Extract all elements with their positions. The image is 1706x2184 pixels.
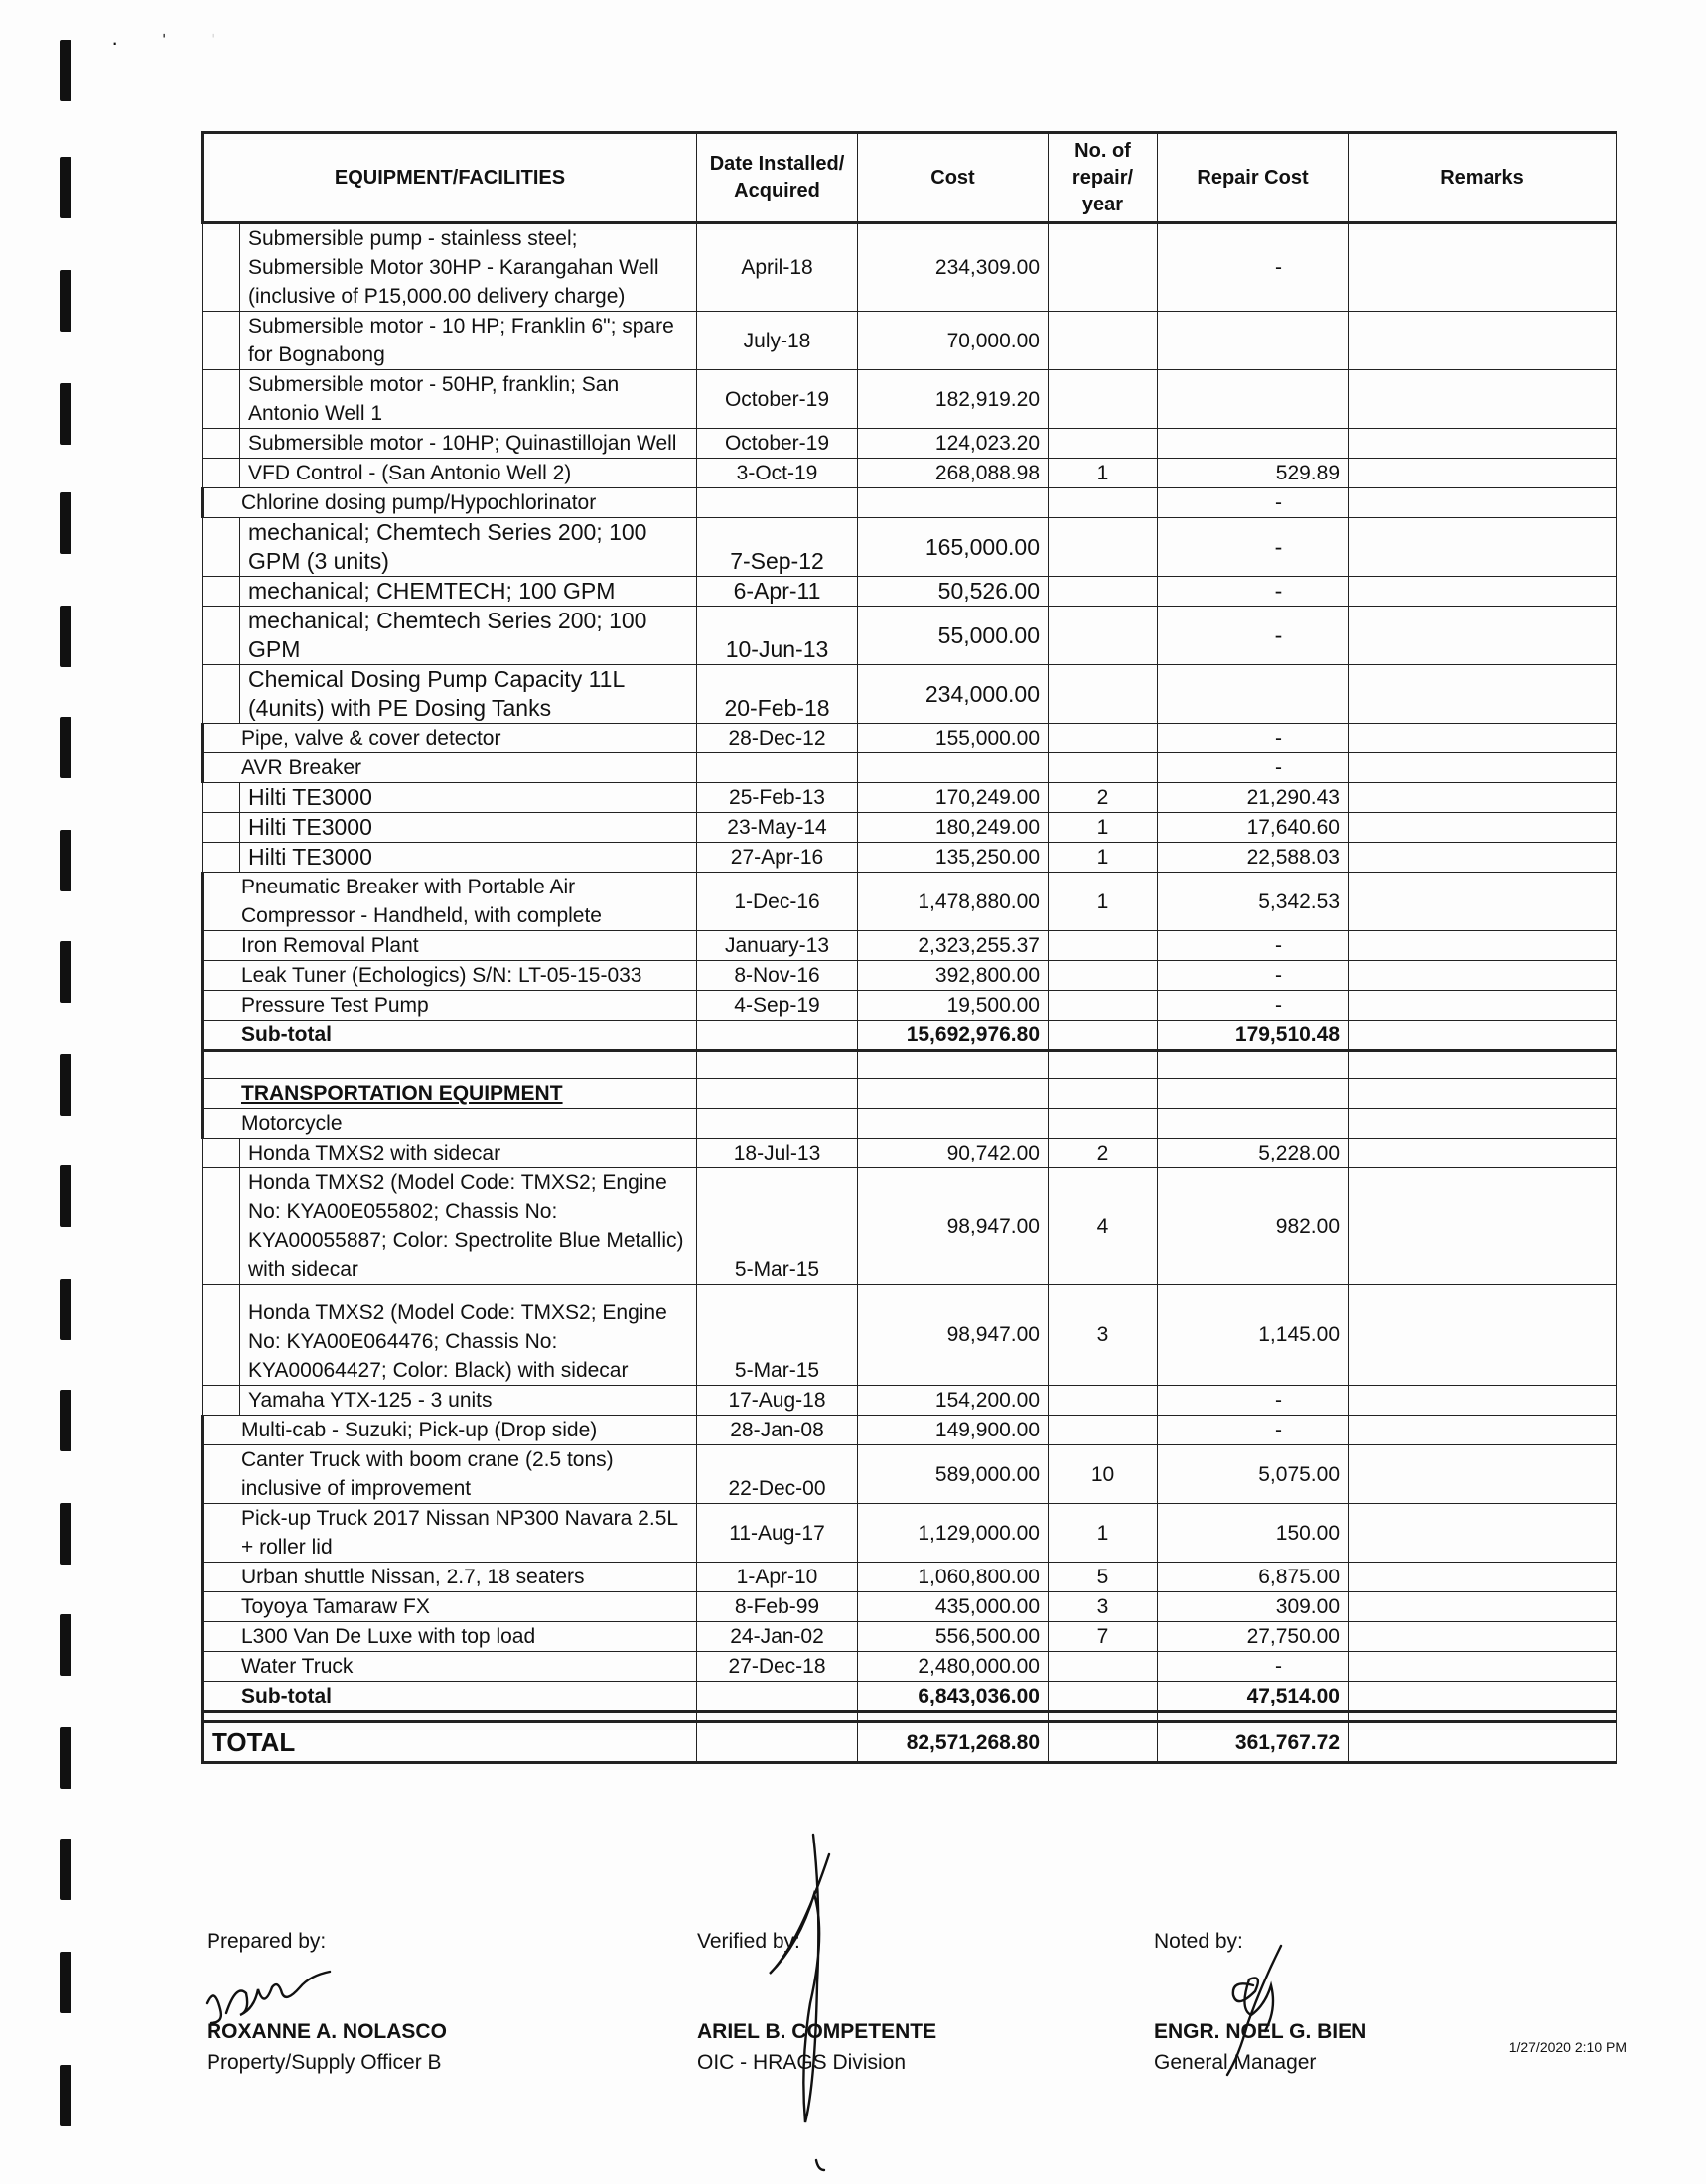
verified-by-label: Verified by:: [697, 1930, 800, 1953]
binder-mark: [60, 941, 71, 1003]
prepared-by-label: Prepared by:: [207, 1930, 327, 1953]
table-row: Multi-cab - Suzuki; Pick-up (Drop side) 28-Jan-08 149,900.00 -: [203, 1416, 1617, 1445]
table-row: Pressure Test Pump 4-Sep-19 19,500.00 -: [203, 991, 1617, 1021]
binder-mark: [60, 1614, 71, 1676]
spacer-row: [203, 1712, 1617, 1722]
binder-mark: [60, 492, 71, 554]
verified-by-name: ARIEL B. COMPETENTE: [697, 2020, 937, 2043]
table-row: mechanical; Chemtech Series 200; 100 GPM 10-Jun-13 55,000.00 -: [203, 607, 1617, 665]
prepared-by-title: Property/Supply Officer B: [207, 2051, 442, 2074]
table-row: Submersible motor - 10 HP; Franklin 6"; spare for Bognabong July-18 70,000.00: [203, 312, 1617, 370]
noted-by-block: [1154, 1926, 1366, 2078]
binder-mark: [60, 1390, 71, 1451]
date-header: Date Installed/ Acquired: [697, 133, 858, 223]
table-row: Pick-up Truck 2017 Nissan NP300 Navara 2.5L + roller lid 11-Aug-17 1,129,000.00 1 150.00: [203, 1504, 1617, 1563]
table-row: Canter Truck with boom crane (2.5 tons) inclusive of improvement 22-Dec-00 589,000.00 10 5,075.00: [203, 1445, 1617, 1504]
repairs-header: No. of repair/ year: [1049, 133, 1158, 223]
subtotal-row: Sub-total 6,843,036.00 47,514.00: [203, 1682, 1617, 1712]
print-timestamp: 1/27/2020 2:10 PM: [1508, 2039, 1627, 2055]
table-row: Yamaha YTX-125 - 3 units 17-Aug-18 154,200.00 -: [203, 1386, 1617, 1416]
scan-specks: · ˈ ˈ: [111, 30, 235, 55]
table-row: Submersible pump - stainless steel; Submersible Motor 30HP - Karangahan Well (inclusive of P15,000.00 delivery charge) April-18 234,309.00 -: [203, 223, 1617, 312]
table-row: Hilti TE3000 27-Apr-16 135,250.00 1 22,588.03: [203, 843, 1617, 873]
binder-mark: [60, 270, 71, 332]
noted-by-title: General Manager: [1154, 2051, 1317, 2074]
table-header-row: [203, 133, 1617, 223]
table-row: VFD Control - (San Antonio Well 2) 3-Oct-19 268,088.98 1 529.89: [203, 459, 1617, 488]
noted-by-label: Noted by:: [1154, 1930, 1243, 1953]
table-row: Chlorine dosing pump/Hypochlorinator -: [203, 488, 1617, 518]
table-row: Hilti TE3000 23-May-14 180,249.00 1 17,640.60: [203, 813, 1617, 843]
binder-mark: [60, 1727, 71, 1789]
table-row: Submersible motor - 50HP, franklin; San Antonio Well 1 October-19 182,919.20: [203, 370, 1617, 429]
noted-by-name: ENGR. NOEL G. BIEN: [1154, 2020, 1367, 2043]
verified-by-block: [697, 1926, 936, 2078]
table-row: Chemical Dosing Pump Capacity 11L (4units) with PE Dosing Tanks 20-Feb-18 234,000.00: [203, 665, 1617, 724]
table-row: Iron Removal Plant January-13 2,323,255.37 -: [203, 931, 1617, 961]
binder-mark: [60, 40, 71, 101]
equipment-table: [201, 131, 1617, 1764]
table-row: Urban shuttle Nissan, 2.7, 18 seaters 1-Apr-10 1,060,800.00 5 6,875.00: [203, 1563, 1617, 1592]
table-row: Honda TMXS2 (Model Code: TMXS2; Engine No: KYA00E064476; Chassis No: KYA00064427; Color: Black) with sidecar 5-Mar-15 98,947.00 3 1,145.00: [203, 1285, 1617, 1386]
table-row: Motorcycle: [203, 1109, 1617, 1139]
prepared-by-block: [207, 1926, 447, 2078]
total-cost: 82,571,268.80: [858, 1722, 1049, 1763]
subtotal-row: Sub-total 15,692,976.80 179,510.48: [203, 1021, 1617, 1051]
table-row: Honda TMXS2 (Model Code: TMXS2; Engine No: KYA00E055802; Chassis No: KYA00055887; Color: Spectrolite Blue Metallic) with sidecar 5-Mar-15 98,947.00 4 982.00: [203, 1168, 1617, 1285]
binder-mark: [60, 1503, 71, 1565]
binder-mark: [60, 1279, 71, 1340]
repair-cost-header: Repair Cost: [1158, 133, 1349, 223]
table-row: L300 Van De Luxe with top load 24-Jan-02 556,500.00 7 27,750.00: [203, 1622, 1617, 1652]
total-repair-cost: 361,767.72: [1158, 1722, 1349, 1763]
binder-mark: [60, 606, 71, 667]
binder-mark: [60, 1952, 71, 2013]
equipment-header: EQUIPMENT/FACILITIES: [203, 133, 697, 223]
prepared-by-name: ROXANNE A. NOLASCO: [207, 2020, 447, 2043]
table-row: Honda TMXS2 with sidecar 18-Jul-13 90,742.00 2 5,228.00: [203, 1139, 1617, 1168]
table-row: Submersible motor - 10HP; Quinastillojan Well October-19 124,023.20: [203, 429, 1617, 459]
binder-mark: [60, 383, 71, 445]
table-row: AVR Breaker -: [203, 753, 1617, 783]
table-row: Pneumatic Breaker with Portable Air Compressor - Handheld, with complete 1-Dec-16 1,478,880.00 1 5,342.53: [203, 873, 1617, 931]
binder-mark: [60, 717, 71, 778]
table-row: Leak Tuner (Echologics) S/N: LT-05-15-033 8-Nov-16 392,800.00 -: [203, 961, 1617, 991]
binder-mark: [60, 157, 71, 218]
section-heading-row: TRANSPORTATION EQUIPMENT: [203, 1079, 1617, 1109]
binder-mark: [60, 1165, 71, 1227]
table-row: mechanical; Chemtech Series 200; 100 GPM (3 units) 7-Sep-12 165,000.00 -: [203, 518, 1617, 577]
remarks-header: Remarks: [1349, 133, 1617, 223]
total-row: [203, 1722, 1617, 1763]
verified-by-title: OIC - HRAGS Division: [697, 2051, 907, 2074]
table-row: Hilti TE3000 25-Feb-13 170,249.00 2 21,290.43: [203, 783, 1617, 813]
binder-mark: [60, 830, 71, 891]
table-row: Water Truck 27-Dec-18 2,480,000.00 -: [203, 1652, 1617, 1682]
spacer-row: [203, 1051, 1617, 1079]
table-row: Toyoya Tamaraw FX 8-Feb-99 435,000.00 3 309.00: [203, 1592, 1617, 1622]
table-row: mechanical; CHEMTECH; 100 GPM 6-Apr-11 50,526.00 -: [203, 577, 1617, 607]
binder-mark: [60, 2065, 71, 2126]
binder-mark: [60, 1839, 71, 1900]
table-row: Pipe, valve & cover detector 28-Dec-12 155,000.00 -: [203, 724, 1617, 753]
cost-header: Cost: [858, 133, 1049, 223]
total-label: TOTAL: [203, 1722, 697, 1763]
binder-mark: [60, 1054, 71, 1116]
